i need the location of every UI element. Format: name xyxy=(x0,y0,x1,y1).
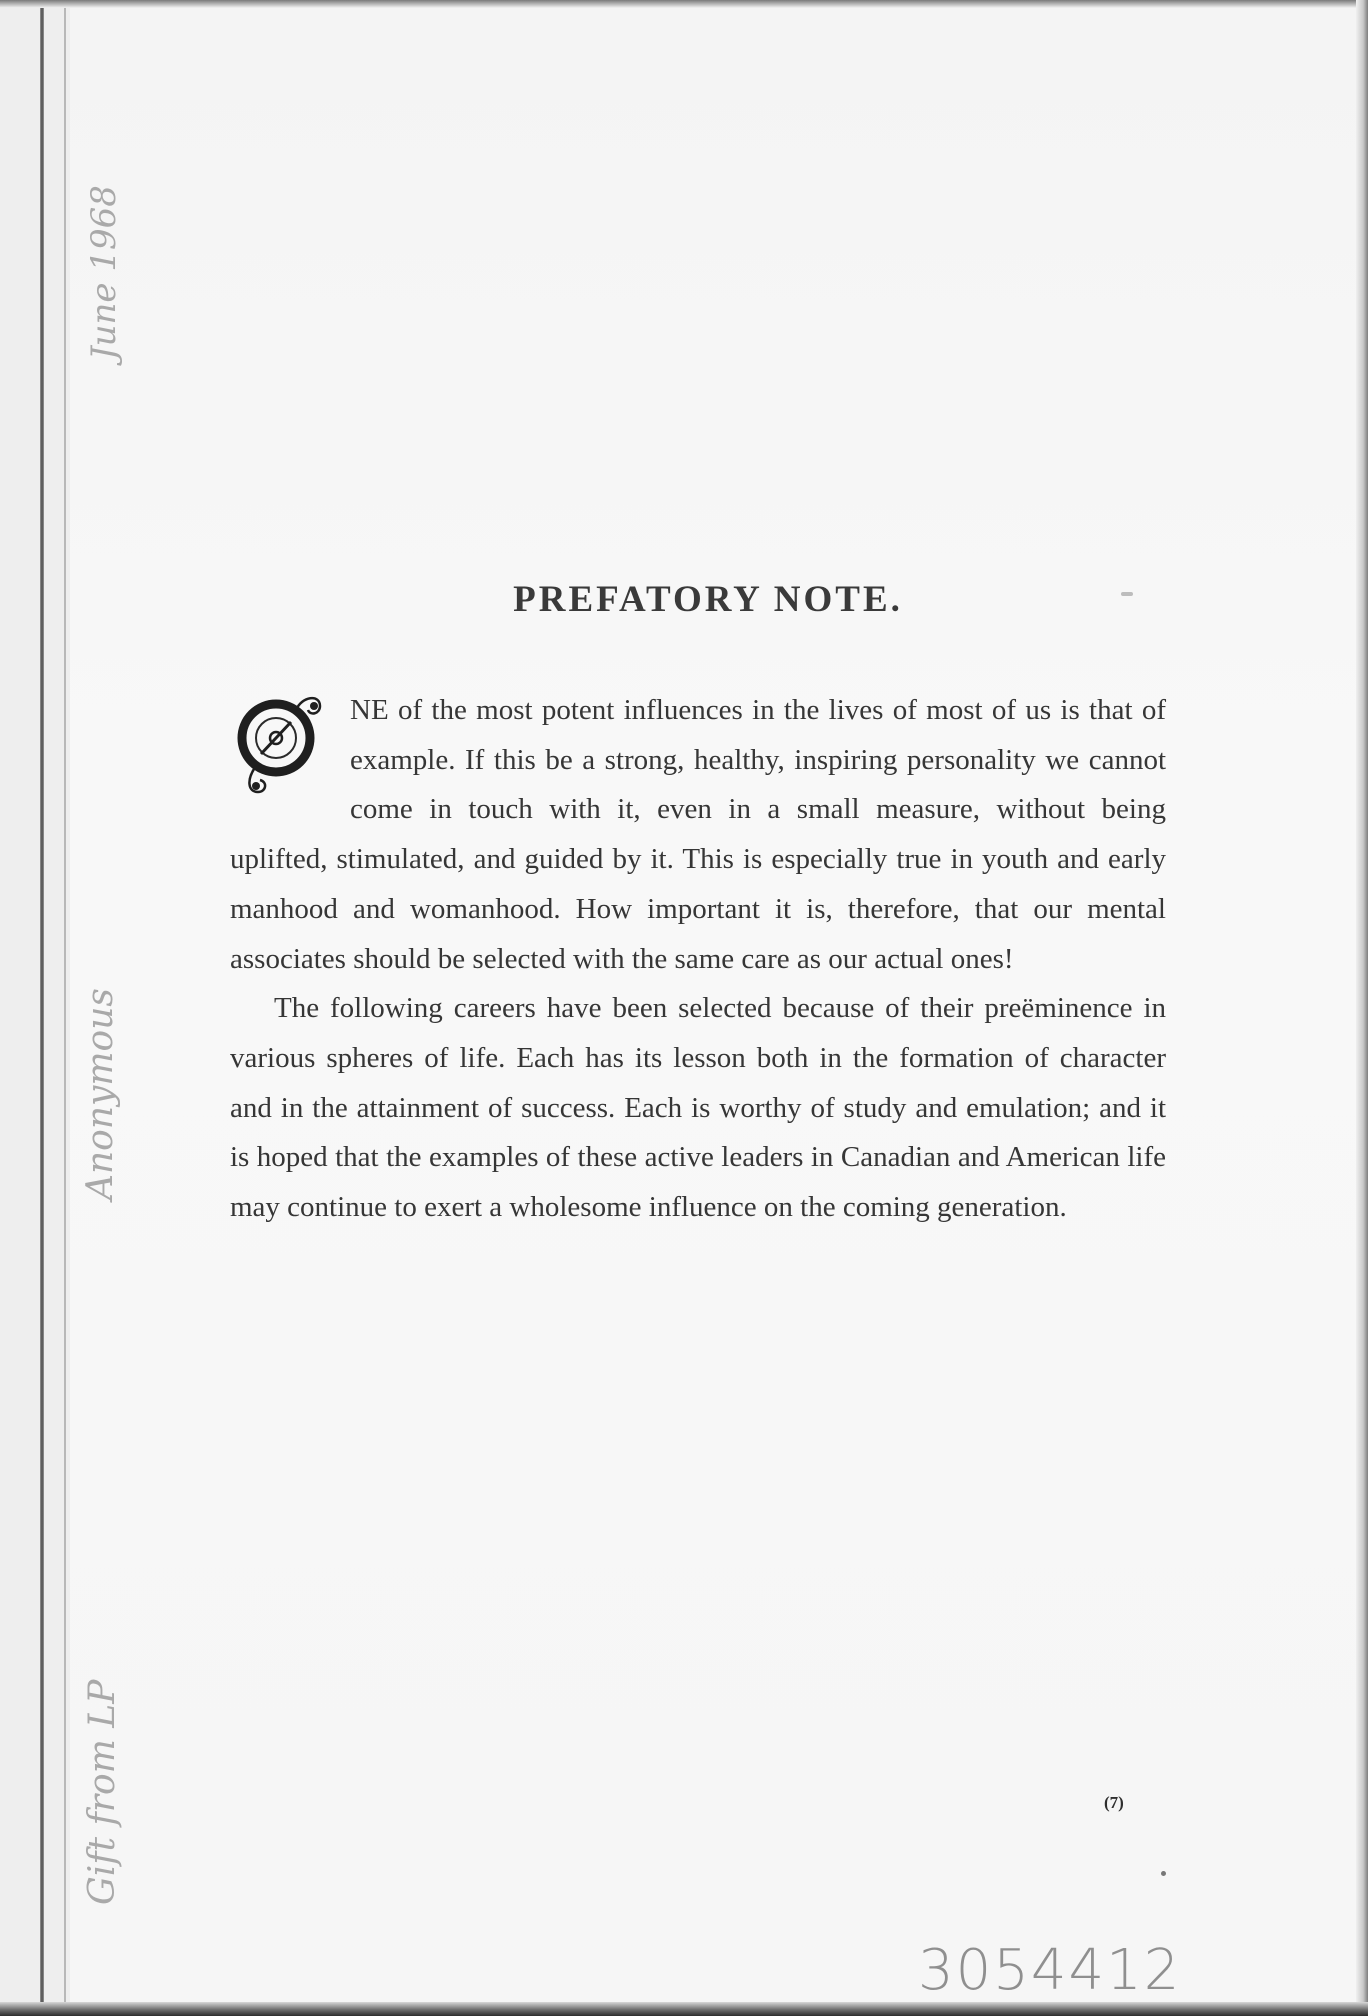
prefatory-text xyxy=(230,686,1166,1233)
ink-speck xyxy=(1121,592,1133,596)
paragraph-1-text: NE of the most potent influences in the lives of most of us is that of example. If this be a strong, healthy, inspiring personality we cannot come in touch with it, even in a small measure, without being uplifted, stimulated, and guided by it. This is especially true in youth and early manhood and womanhood. How important it is, therefore, that our mental associates should be selected with the same care as our actual ones! xyxy=(230,694,1166,975)
page-number: (7) xyxy=(1104,1793,1124,1812)
handwritten-author-note: Anonymous xyxy=(80,988,121,1200)
paragraph-1 xyxy=(230,686,1166,984)
ink-dot xyxy=(1161,1871,1166,1876)
page-right-edge xyxy=(1356,0,1368,2016)
page-gutter xyxy=(0,0,70,2016)
page-top-edge xyxy=(0,0,1368,8)
accession-number: 3054412 xyxy=(918,1938,1182,2003)
page-bottom-edge xyxy=(0,2002,1368,2016)
page-title: PREFATORY NOTE. xyxy=(513,579,903,620)
ornamental-drop-cap-o-icon xyxy=(228,682,344,822)
paragraph-2: The following careers have been selected because of their preëminence in various spheres of life. Each has its lesson both in the formation of character and in the attainment of success. Each is worthy of study and emulation; and it is hoped that the examples of these active leaders in Canadian and American life may continue to exert a wholesome influence on the coming generation. xyxy=(230,992,1166,1224)
binding-edge-line xyxy=(40,0,44,2016)
handwritten-date-note: June 1968 xyxy=(84,185,124,360)
binding-edge-line-inner xyxy=(64,0,66,2016)
handwritten-gift-note: Gift from LP xyxy=(82,1679,123,1905)
